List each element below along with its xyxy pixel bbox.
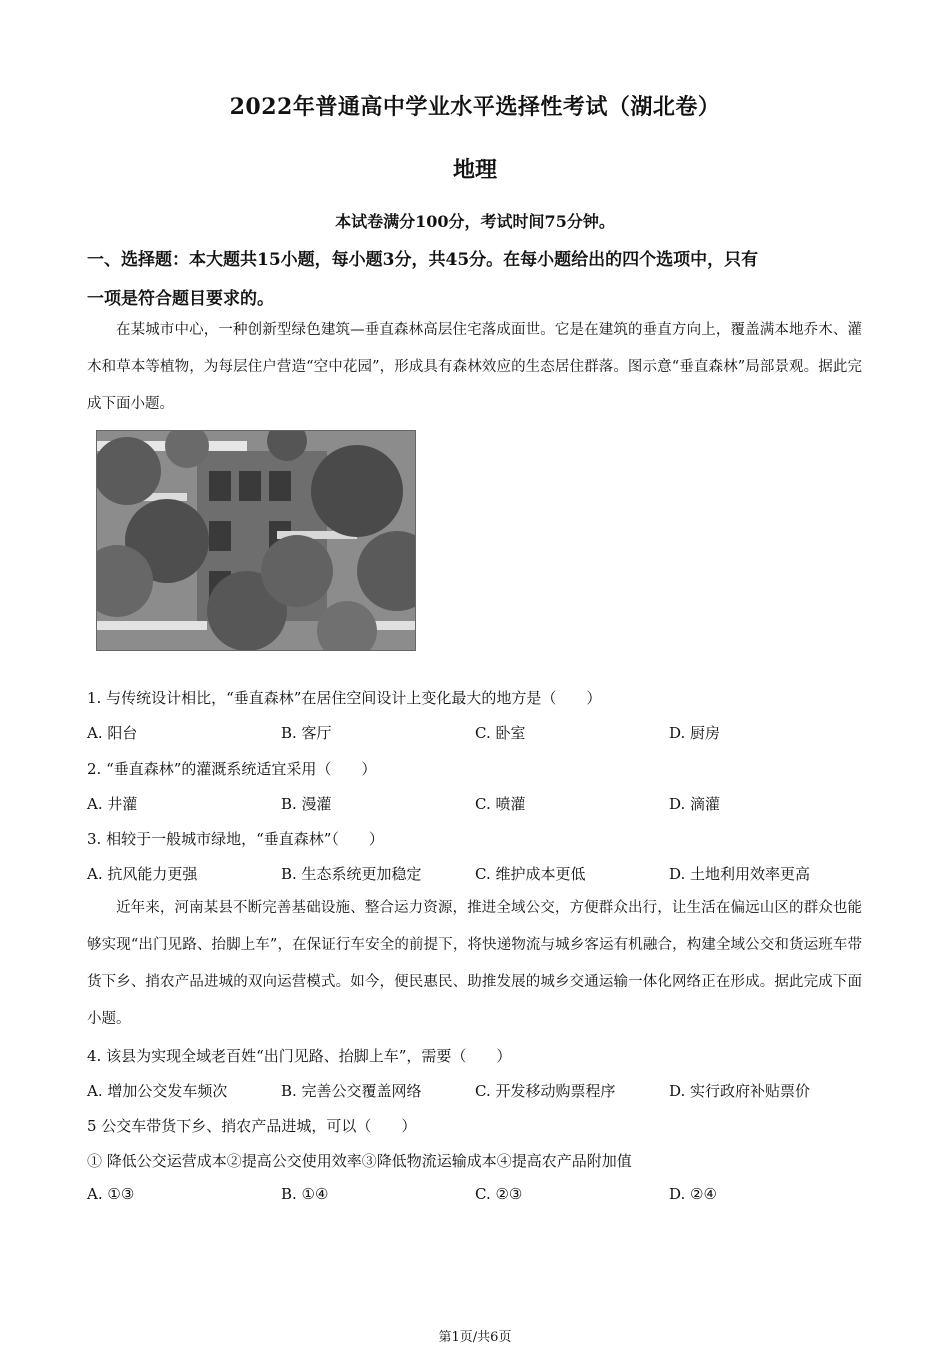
- page-footer: 第1页/共6页: [438, 1330, 512, 1345]
- option-3d[interactable]: D. 土地利用效率更高: [669, 865, 811, 883]
- exam-note: 本试卷满分100分，考试时间75分钟。: [335, 212, 615, 231]
- option-2b[interactable]: B. 漫灌: [281, 795, 332, 813]
- option-4c[interactable]: C. 开发移动购票程序: [475, 1082, 616, 1100]
- option-1c[interactable]: C. 卧室: [475, 724, 526, 742]
- option-5a[interactable]: A. ①③: [87, 1185, 135, 1203]
- vertical-forest-photo: [96, 430, 416, 651]
- exam-title: 2022年普通高中学业水平选择性考试（湖北卷）: [229, 94, 721, 120]
- option-5c[interactable]: C. ②③: [475, 1185, 523, 1203]
- question-4: 4. 该县为实现全域老百姓“出门见路、抬脚上车”，需要（ ）: [87, 1047, 512, 1065]
- option-2c[interactable]: C. 喷灌: [475, 795, 526, 813]
- question-2: 2. “垂直森林”的灌溉系统适宜采用（ ）: [87, 760, 377, 778]
- question-5: 5 公交车带货下乡、捎农产品进城，可以（ ）: [87, 1117, 417, 1135]
- option-4d[interactable]: D. 实行政府补贴票价: [669, 1082, 811, 1100]
- option-1b[interactable]: B. 客厅: [281, 724, 332, 742]
- passage-2: 近年来，河南某县不断完善基础设施、整合运力资源，推进全域公交，方便群众出行，让生活在偏远山区的群众也能够实现“出门见路、抬脚上车”，在保证行车安全的前提下，将快递物流与城乡客运有机融合，构建全域公交和货运班车带货下乡、捎农产品进城的双向运营模式。如今，便民惠民、助推发展的城乡交通运输一体化网络正在形成。据此完成下面小题。: [87, 900, 862, 1027]
- vertical-forest-illustration: [97, 431, 416, 651]
- option-3b[interactable]: B. 生态系统更加稳定: [281, 865, 422, 883]
- option-2d[interactable]: D. 滴灌: [669, 795, 721, 813]
- passage-1: 在某城市中心，一种创新型绿色建筑—垂直森林高层住宅落成面世。它是在建筑的垂直方向上，覆盖满本地乔木、灌木和草本等植物，为每层住户营造“空中花园”，形成具有森林效应的生态居住群落。图示意“垂直森林”局部景观。据此完成下面小题。: [87, 322, 862, 412]
- section-heading-line1: 一、选择题：本大题共15小题，每小题3分，共45分。在每小题给出的四个选项中，只有: [87, 250, 759, 270]
- option-5b[interactable]: B. ①④: [281, 1185, 329, 1203]
- section-heading-line2: 一项是符合题目要求的。: [87, 289, 274, 309]
- option-1d[interactable]: D. 厨房: [669, 724, 721, 742]
- question-1: 1. 与传统设计相比，“垂直森林”在居住空间设计上变化最大的地方是（ ）: [87, 689, 602, 707]
- subject-title: 地理: [452, 157, 497, 183]
- option-1a[interactable]: A. 阳台: [87, 724, 138, 742]
- option-4a[interactable]: A. 增加公交发车频次: [87, 1082, 228, 1100]
- question-3: 3. 相较于一般城市绿地，“垂直森林”（ ）: [87, 830, 384, 848]
- option-4b[interactable]: B. 完善公交覆盖网络: [281, 1082, 422, 1100]
- option-2a[interactable]: A. 井灌: [87, 795, 138, 813]
- option-3c[interactable]: C. 维护成本更低: [475, 865, 586, 883]
- question-5-items: ① 降低公交运营成本②提高公交使用效率③降低物流运输成本④提高农产品附加值: [87, 1152, 632, 1170]
- option-3a[interactable]: A. 抗风能力更强: [87, 865, 198, 883]
- option-5d[interactable]: D. ②④: [669, 1185, 717, 1203]
